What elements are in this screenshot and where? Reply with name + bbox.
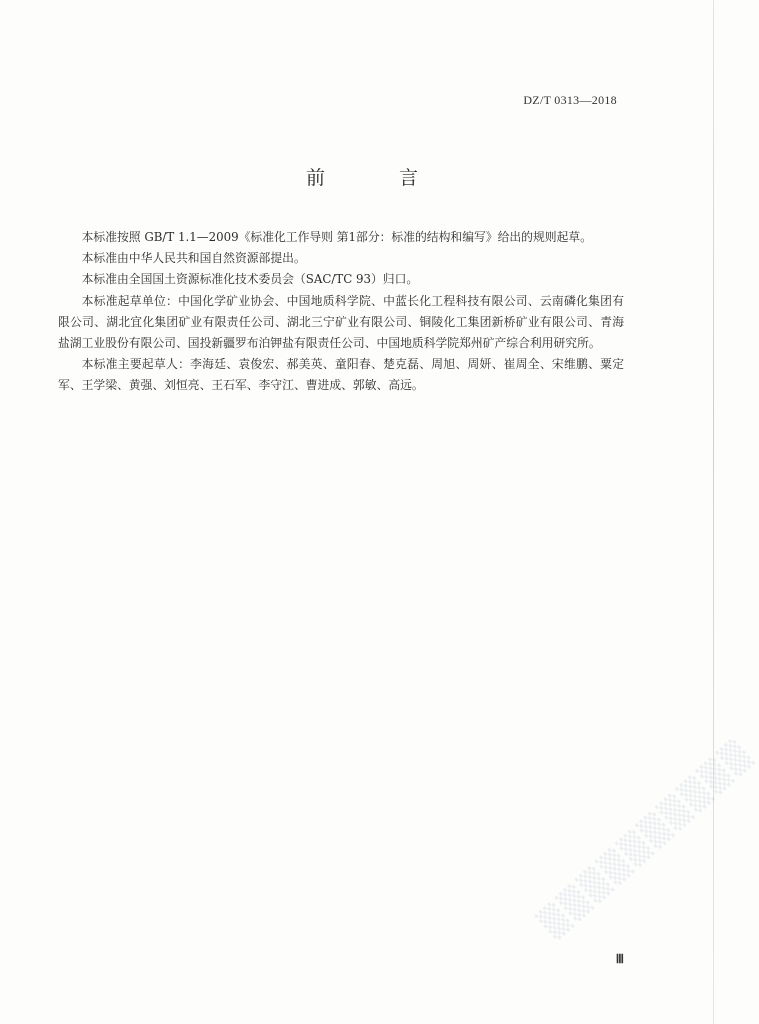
paragraph-proposer: 本标准由中华人民共和国自然资源部提出。 (81, 251, 306, 266)
page-title: 前 言 (305, 167, 453, 189)
paragraph-drafters: 本标准主要起草人：李海廷、袁俊宏、郝美英、童阳春、楚克磊、周旭、周妍、崔周全、宋维鹏、粟定军、王学梁、黄强、刘恒亮、王石军、李守江、曹进成、郭敏、高远。 (58, 357, 624, 393)
faint-watermark: ▒▒▒▒▒▒▒▒▒▒ (534, 735, 759, 943)
page-number: Ⅲ (615, 952, 624, 966)
standard-code: DZ/T 0313—2018 (523, 93, 617, 107)
foreword-body (58, 227, 624, 397)
paragraph-administration: 本标准由全国国土资源标准化技术委员会（SAC/TC 93）归口。 (81, 272, 419, 287)
scan-edge-line (713, 0, 714, 1024)
paragraph-drafting-units: 本标准起草单位：中国化学矿业协会、中国地质科学院、中蓝长化工程科技有限公司、云南磷化集团有限公司、湖北宜化集团矿业有限责任公司、湖北三宁矿业有限公司、铜陵化工集团新桥矿业有限公司、青海盐湖工业股份有限公司、国投新疆罗布泊钾盐有限责任公司、中国地质科学院郑州矿产综合利用研究所。 (58, 293, 624, 351)
paragraph-drafting-rules: 本标准按照 GB/T 1.1—2009《标准化工作导则 第1部分：标准的结构和编写》给出的规则起草。 (81, 230, 592, 244)
